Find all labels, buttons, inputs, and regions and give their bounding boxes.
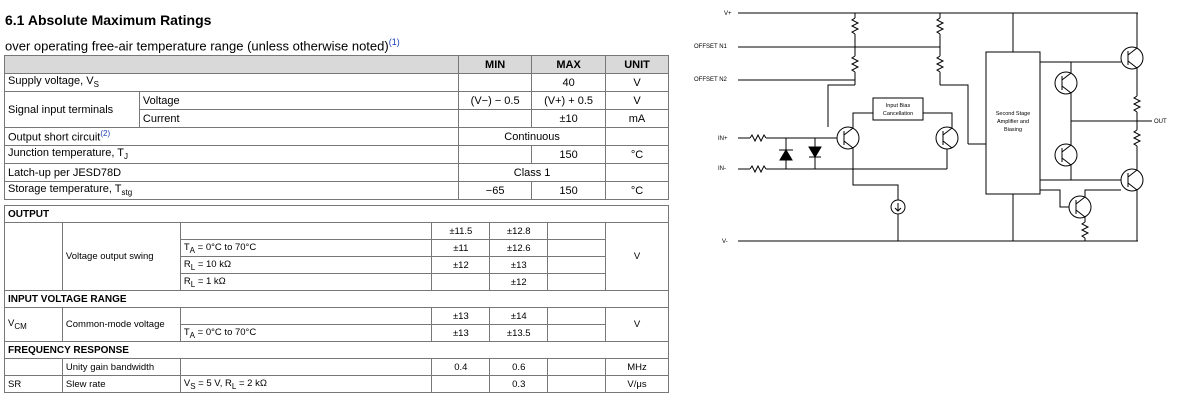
table-row	[5, 92, 669, 110]
cell-min: ±13	[432, 325, 490, 342]
stage-box-line2: Amplifier and	[996, 119, 1030, 125]
bias-box-line1: Input Bias	[885, 103, 911, 109]
cell-typ: ±13	[490, 257, 548, 274]
cell-unit: V	[606, 92, 669, 110]
cell-max: 150	[532, 146, 606, 164]
resistor-out-1	[1134, 96, 1140, 112]
cell-min: −65	[459, 182, 532, 200]
table-row	[5, 146, 669, 164]
param-label: Unity gain bandwidth	[62, 359, 180, 376]
subtitle-text: over operating free-air temperature range (unless otherwise noted)	[5, 38, 389, 54]
footnote-ref-2[interactable]: (2)	[100, 129, 111, 139]
symbol-cell: SR	[5, 376, 63, 393]
out-label: OUT	[1154, 119, 1167, 125]
resistor-3	[937, 18, 943, 34]
section-frequency: FREQUENCY RESPONSE	[5, 342, 669, 359]
page-title: 6.1 Absolute Maximum Ratings	[5, 12, 212, 28]
symbol-cell: $V_{CM}$	[5, 308, 63, 342]
stage-box-line1: Second Stage	[995, 111, 1031, 117]
transistor-q1	[837, 127, 859, 149]
transistor-q2	[936, 127, 958, 149]
resistor-1	[852, 18, 858, 34]
bias-box-line2: Cancellation	[882, 111, 914, 117]
resistor-in-plus	[750, 135, 766, 141]
table-row	[5, 182, 669, 200]
cell-min: (V−) − 0.5	[459, 92, 532, 110]
row-label: Storage temperature, $T_{stg}$	[5, 182, 459, 200]
transistor-q3	[1121, 47, 1143, 69]
resistor-out-2	[1134, 130, 1140, 146]
section-output: OUTPUT	[5, 206, 669, 223]
table-row	[5, 164, 669, 182]
header-unit: UNIT	[606, 56, 669, 74]
section-row	[5, 206, 669, 223]
cell-max: (V+) + 0.5	[532, 92, 606, 110]
cell-min: ±11.5	[432, 223, 490, 240]
section-row	[5, 291, 669, 308]
cell-value: Continuous	[459, 128, 606, 146]
cell-min: ±12	[432, 257, 490, 274]
header-blank	[5, 56, 459, 74]
row-label: Latch-up per JESD78D	[5, 164, 459, 182]
cell-typ: 0.3	[490, 376, 548, 393]
cell-typ: ±12.8	[490, 223, 548, 240]
cell-unit: V	[606, 223, 669, 291]
cond-cell: $V_S = 5$ V, $R_L = 2$ kΩ	[180, 376, 432, 393]
param-label: Slew rate	[62, 376, 180, 393]
schematic-diagram	[690, 0, 1170, 260]
cell-typ: ±13.5	[490, 325, 548, 342]
cell-unit: V	[606, 308, 669, 342]
abs-max-table	[4, 55, 669, 200]
cell-max: 150	[532, 182, 606, 200]
resistor-in-minus	[750, 166, 766, 172]
table-row	[5, 308, 669, 325]
transistor-q4	[1055, 72, 1077, 94]
in-minus-label: IN-	[718, 166, 726, 172]
cell-value: Class 1	[459, 164, 606, 182]
cell-min: ±11	[432, 240, 490, 257]
table-header	[5, 56, 669, 74]
section-row	[5, 342, 669, 359]
header-max: MAX	[532, 56, 606, 74]
table-row	[5, 359, 669, 376]
row-label: Signal input terminals	[5, 92, 140, 128]
param-label: Common-mode voltage	[62, 308, 180, 342]
cond-cell: $T_A = 0^\circ C$ to 70°C	[180, 325, 432, 342]
offset-n1-label: OFFSET N1	[694, 44, 727, 50]
vplus-label: V+	[724, 11, 732, 17]
resistor-4	[937, 56, 943, 72]
cond-cell: $R_L = 10$ kΩ	[180, 257, 432, 274]
cell-unit: V/μs	[606, 376, 669, 393]
cell-unit: °C	[606, 146, 669, 164]
param-label: Voltage output swing	[62, 223, 180, 291]
spec-table	[4, 205, 669, 393]
stage-box-line3: Biasing	[1003, 127, 1023, 133]
table-row	[5, 128, 669, 146]
footnote-ref-1[interactable]: (1)	[388, 37, 400, 47]
diode-2	[809, 147, 821, 157]
cell-max: ±10	[532, 110, 606, 128]
transistor-q7	[1069, 196, 1091, 218]
table-row	[5, 74, 669, 92]
transistor-q5	[1055, 144, 1077, 166]
cell-max: 40	[532, 74, 606, 92]
offset-n2-label: OFFSET N2	[694, 77, 727, 83]
cell-unit: mA	[606, 110, 669, 128]
row-label: Supply voltage, $V_S$	[5, 74, 459, 92]
in-plus-label: IN+	[718, 136, 728, 142]
cell-typ: ±12.6	[490, 240, 548, 257]
row-label: Output short circuit$^{(2)}$	[5, 128, 459, 146]
row-sublabel: Voltage	[139, 92, 458, 110]
row-label: Junction temperature, $T_J$	[5, 146, 459, 164]
section-input-range: INPUT VOLTAGE RANGE	[5, 291, 669, 308]
resistor-bottom	[1082, 222, 1088, 238]
cell-min: ±13	[432, 308, 490, 325]
table-row	[5, 223, 669, 240]
page-subtitle	[5, 37, 400, 53]
cell-min	[432, 274, 490, 291]
table-row	[5, 376, 669, 393]
cell-min: 0.4	[432, 359, 490, 376]
cond-cell: $R_L = 1$ kΩ	[180, 274, 432, 291]
cell-typ: ±14	[490, 308, 548, 325]
cell-unit: V	[606, 74, 669, 92]
header-min: MIN	[459, 56, 532, 74]
resistor-2	[852, 56, 858, 72]
cell-typ: ±12	[490, 274, 548, 291]
cell-typ: 0.6	[490, 359, 548, 376]
transistor-q6	[1121, 169, 1143, 191]
diode-1	[780, 150, 792, 160]
vminus-label: V-	[722, 239, 728, 245]
cond-cell: $T_A = 0^\circ C$ to 70°C	[180, 240, 432, 257]
cell-unit: °C	[606, 182, 669, 200]
row-sublabel: Current	[139, 110, 458, 128]
cell-unit: MHz	[606, 359, 669, 376]
